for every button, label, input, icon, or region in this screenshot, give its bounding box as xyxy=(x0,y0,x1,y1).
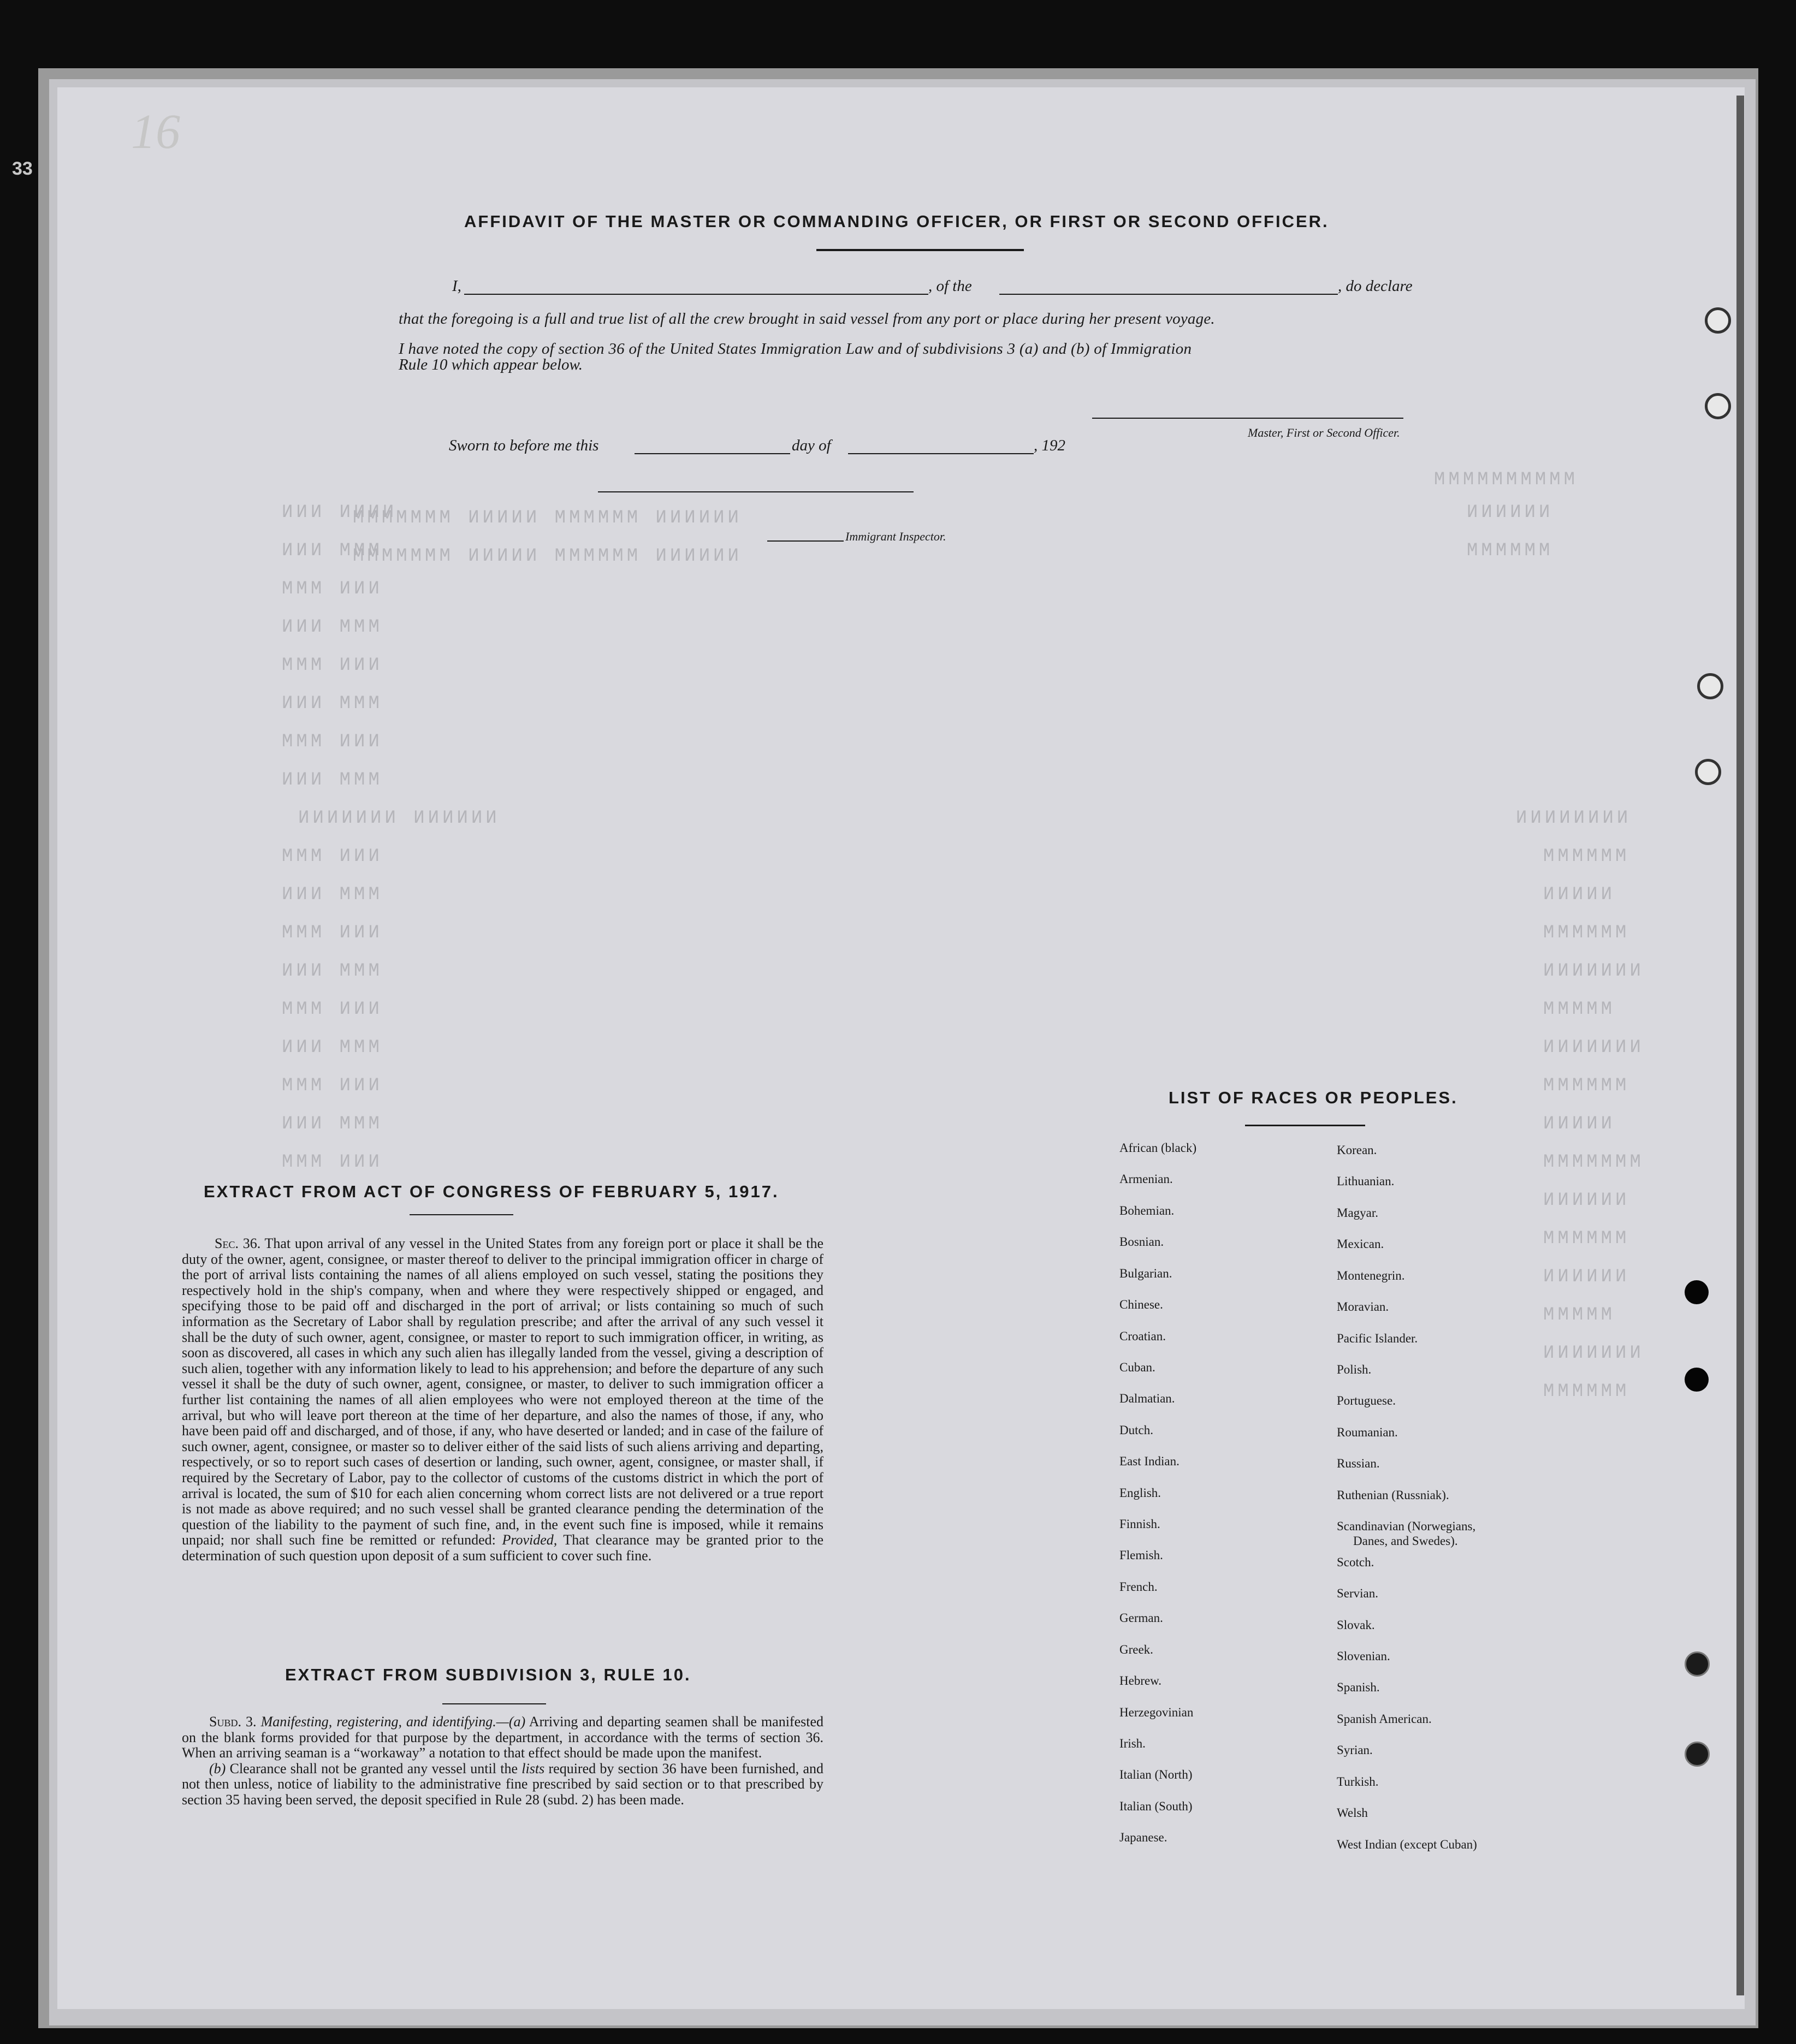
affidavit-title: AFFIDAVIT OF THE MASTER OR COMMANDING OFFICER, OR FIRST OR SECOND OFFICER. xyxy=(464,212,1329,231)
race-item: Dutch. xyxy=(1119,1423,1153,1437)
punch-hole-filled xyxy=(1685,1280,1709,1304)
affidavit-of-the-label: , of the xyxy=(928,277,972,295)
extract-act-title: EXTRACT FROM ACT OF CONGRESS OF FEBRUARY 5, 1917. xyxy=(204,1182,779,1201)
affidavit-declare-label: , do declare xyxy=(1338,277,1413,295)
subd-body: Arriving and departing seamen shall be manifested on the blank forms provided for that purpose by the department, in accordance with the terms of section 36. When an arriving seaman is a “workaway” a notation to that effect should be made upon the manifest. xyxy=(182,1714,823,1761)
vessel-blank xyxy=(999,294,1338,295)
race-item: Polish. xyxy=(1337,1363,1372,1376)
sworn-label: Sworn to before me this xyxy=(449,437,599,454)
race-item: Montenegrin. xyxy=(1337,1269,1405,1282)
race-item: Russian. xyxy=(1337,1457,1380,1470)
master-signature-caption: Master, First or Second Officer. xyxy=(1248,426,1400,439)
subd-b-text-1: Clearance shall not be granted any vessel until the xyxy=(229,1760,518,1776)
handwritten-mark: 16 xyxy=(131,105,180,159)
affidavit-line-3: I have noted the copy of section 36 of the United States Immigration Law and of subdivisions 3 (a) and (b) of Immigration xyxy=(399,340,1192,358)
race-item: Turkish. xyxy=(1337,1775,1379,1788)
punch-hole-filled xyxy=(1685,1368,1709,1392)
punch-hole-filled xyxy=(1685,1742,1710,1767)
race-item: Servian. xyxy=(1337,1587,1379,1600)
race-item: Greek. xyxy=(1119,1643,1153,1656)
race-item: Bohemian. xyxy=(1119,1204,1175,1217)
race-item: Roumanian. xyxy=(1337,1425,1398,1439)
race-item: West Indian (except Cuban) xyxy=(1337,1838,1477,1851)
race-item: Italian (South) xyxy=(1119,1799,1193,1813)
affidavit-i-label: I, xyxy=(452,277,461,295)
year-label: , 192 xyxy=(1034,437,1065,454)
punch-hole-open xyxy=(1697,673,1723,699)
races-right-column xyxy=(1337,1143,1555,1853)
subd-b-text-2: required by section 36 have been furnished, and not then unless, notice of liability to the administrative fine prescribed by said section or to that prescribed by section 35 having been served, the deposit specified in Rule 28 (subd. 2) has been made. xyxy=(182,1760,824,1808)
race-item: Slovak. xyxy=(1337,1618,1375,1632)
section-36-text xyxy=(182,1236,823,1564)
subd-label: Subd. 3. xyxy=(209,1714,257,1730)
races-left-column xyxy=(1119,1141,1338,1851)
section-body: That upon arrival of any vessel in the United States from any foreign port or place it shall be the duty of the owner, agent, consignee, or master thereof to deliver to the principal immigration officer in charge of the port of arrival lists containing the names of all aliens employed on such vessel, stating the positions they respectively hold in the ship's company, when and where they were respectively shipped or engaged, and specifying those to be paid off and discharged in the port of arrival; or lists containing so much of such information as the Secretary of Labor shall by regulation prescribe; and after the arrival of any such vessel it shall be the duty of such owner, agent, consignee, or master to report to such immigration officer, in writing, as soon as discovered, all cases in which any such alien has illegally landed from the vessel, giving a description of such alien, together with any information likely to lead to his apprehension; and before the departure of any such vessel it shall be the duty of such owner, agent, consignee, or master, to deliver to such immigration officer a further list containing the names of all alien employees who were not employed thereon at the time of the arrival, but who will leave port thereon at the time of her departure, and also the names of those, if any, who have been paid off and discharged, and of those, if any, who have deserted or landed; and in case of the failure of such owner, agent, consignee, or master so to deliver either of the said lists of such aliens arriving and departing, respectively, or so to report such cases of desertion or landing, such owner, agent, consignee, or master shall, if required by the Secretary of Labor, pay to the collector of customs of the customs district in which the port of arrival is located, the sum of $10 for each alien concerning whom correct lists are not delivered or a true report is not made as above required; and no such vessel shall be granted clearance pending the determination of the question of the liability to the payment of such fine, and, in the event such fine is imposed, while it remains unpaid; nor shall such fine be remitted or refunded: xyxy=(182,1235,824,1548)
race-item: Syrian. xyxy=(1337,1743,1373,1757)
race-item: Cuban. xyxy=(1119,1360,1155,1374)
race-item: Armenian. xyxy=(1119,1172,1173,1186)
race-item: Italian (North) xyxy=(1119,1768,1193,1781)
race-item: Dalmatian. xyxy=(1119,1392,1175,1405)
punch-hole-open xyxy=(1705,393,1731,419)
race-item: Lithuanian. xyxy=(1337,1174,1395,1188)
margin-number: 33 xyxy=(12,158,33,179)
race-item: Flemish. xyxy=(1119,1548,1163,1562)
subd-heading: Manifesting, registering, and identifying.—(a) xyxy=(260,1714,526,1730)
section-body-end: That clearance may be granted prior to the determination of such question upon deposit of a sum sufficient to cover such fine. xyxy=(182,1532,824,1564)
race-item: Welsh xyxy=(1337,1806,1368,1820)
race-item-continuation: Danes, and Swedes). xyxy=(1353,1534,1458,1548)
race-item: Moravian. xyxy=(1337,1300,1389,1314)
subdivision-3-text xyxy=(182,1714,823,1808)
bleed-through-text: NNNNNN MMMMMM NNNNN MMMMMMM NNNNNN MMMMMM NNNNN MMMMMMM MMMMMMMMMM NNNNNN MMMMMM NNNNNN NNNNNNN NNNNNNNN MMMMMM NNNNN MMMMMM NNNNNNN MMMMM NNNNNNN MMMMMM NNNNN MMMMMMM NNNNNN MMMMMM NNNNNN MMMMM NNNNNNN MMMMMM NNNN NNN MMM NNN NNN MMM MMM NNN NNN MMM MMM NNN NNN MMM MMM NNN NNN MMM MMM NNN NNN MMM MMM NNN NNN MMM MMM NNN NNN MMM MMM NNN NNN MMM xyxy=(278,470,1641,1402)
races-title: LIST OF RACES OR PEOPLES. xyxy=(1169,1088,1458,1107)
race-item: Spanish American. xyxy=(1337,1712,1432,1726)
race-item: English. xyxy=(1119,1486,1161,1500)
race-item: Scandinavian (Norwegians, xyxy=(1337,1519,1476,1533)
inspector-signature-line xyxy=(598,491,914,492)
race-item: Spanish. xyxy=(1337,1680,1380,1694)
race-item: Croatian. xyxy=(1119,1329,1166,1343)
race-item: French. xyxy=(1119,1580,1158,1594)
race-item: East Indian. xyxy=(1119,1454,1179,1468)
race-item: Hebrew. xyxy=(1119,1674,1162,1688)
race-item: Irish. xyxy=(1119,1737,1146,1750)
race-item: Korean. xyxy=(1337,1143,1377,1157)
extract-rule-underline xyxy=(442,1703,546,1704)
race-item: Scotch. xyxy=(1337,1555,1374,1569)
races-underline xyxy=(1245,1125,1365,1126)
day-of-label: day of xyxy=(792,437,831,454)
race-item: Chinese. xyxy=(1119,1298,1163,1311)
race-item: Mexican. xyxy=(1337,1237,1384,1251)
master-signature-line xyxy=(1092,418,1403,419)
race-item: Herzegovinian xyxy=(1119,1706,1194,1719)
race-item: Japanese. xyxy=(1119,1831,1167,1844)
race-item: Bosnian. xyxy=(1119,1235,1164,1249)
affidavit-line-2: that the foregoing is a full and true list of all the crew brought in said vessel from any port or place during her present voyage. xyxy=(399,310,1215,328)
sworn-month-blank xyxy=(848,453,1034,454)
affidavit-title-underline xyxy=(816,249,1024,251)
sworn-day-blank xyxy=(635,453,790,454)
race-item: Magyar. xyxy=(1337,1206,1379,1220)
race-item: Bulgarian. xyxy=(1119,1267,1172,1280)
race-item: Finnish. xyxy=(1119,1517,1160,1531)
race-item: Portuguese. xyxy=(1337,1394,1396,1407)
provided-word: Provided, xyxy=(502,1532,558,1548)
extract-rule-title: EXTRACT FROM SUBDIVISION 3, RULE 10. xyxy=(285,1665,691,1684)
subd-b-label: (b) xyxy=(209,1760,226,1776)
right-edge-shadow xyxy=(1736,96,1744,1995)
name-blank xyxy=(464,294,928,295)
race-item: Ruthenian (Russniak). xyxy=(1337,1488,1449,1502)
race-item: Pacific Islander. xyxy=(1337,1332,1418,1345)
extract-act-underline xyxy=(410,1214,513,1215)
punch-hole-open xyxy=(1695,759,1721,785)
inspector-caption: Immigrant Inspector. xyxy=(845,530,946,543)
inspector-short-line xyxy=(767,540,844,542)
punch-hole-filled xyxy=(1685,1651,1710,1677)
punch-hole-open xyxy=(1705,307,1731,334)
section-label: Sec. 36. xyxy=(215,1235,261,1251)
affidavit-line-4: Rule 10 which appear below. xyxy=(399,356,583,373)
race-item: German. xyxy=(1119,1611,1163,1625)
race-item: African (black) xyxy=(1119,1141,1197,1155)
subd-b-lists: lists xyxy=(521,1760,545,1776)
race-item: Slovenian. xyxy=(1337,1649,1390,1663)
